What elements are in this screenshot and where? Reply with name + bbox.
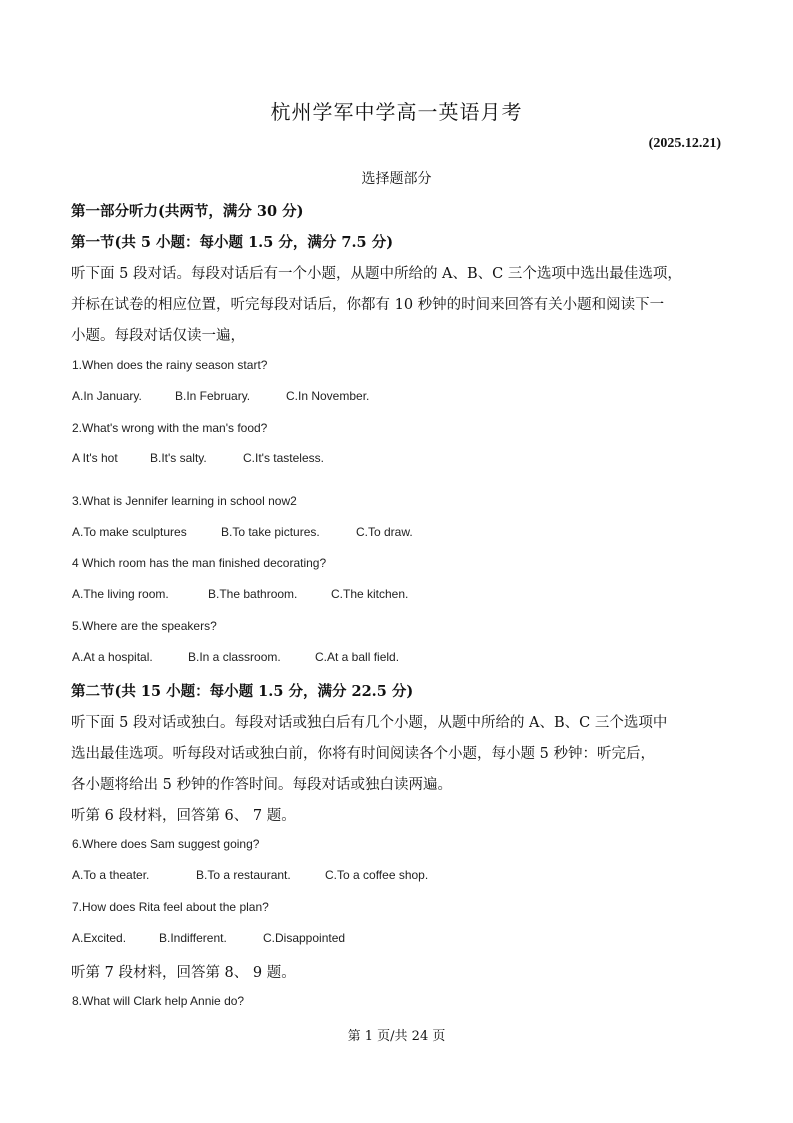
option-c: C.To a coffee shop. [325, 868, 429, 882]
question-text: 6.Where does Sam suggest going? [72, 837, 260, 851]
option-b: B.It's salty. [150, 451, 207, 465]
question-text: 4 Which room has the man finished decorating? [72, 556, 327, 570]
option-a: A.To a theater. [72, 868, 150, 882]
option-c: C.Disappointed [263, 931, 346, 945]
question-text: 7.How does Rita feel about the plan? [72, 900, 269, 914]
option-c: C.In November. [286, 389, 370, 403]
sec2-instruction-line: 选出最佳选项。听每段对话或独白前，你将有时间阅读各个小题，每小题 5 秒钟：听完后， [71, 746, 655, 762]
answer-options [72, 650, 399, 664]
option-a: A.At a hospital. [72, 650, 153, 664]
material-heading: 听第 6 段材料，回答第 6、 7 题。 [71, 808, 296, 824]
option-a: A.In January. [72, 389, 142, 403]
sec2-heading: 第二节(共 15 小题：每小题 1.5 分，满分 22.5 分) [71, 683, 414, 700]
page-title: 杭州学军中学高一英语月考 [270, 100, 523, 124]
sec1-instruction-line: 小题。每段对话仅读一遍， [71, 328, 245, 344]
section-heading: 选择题部分 [361, 171, 432, 187]
question-text: 8.What will Clark help Annie do? [72, 994, 245, 1008]
page-footer: 第 1 页/共 24 页 [347, 1029, 446, 1044]
option-a: A.Excited. [72, 931, 127, 945]
option-b: B.In February. [175, 389, 251, 403]
sec2-instruction-line: 各小题将给出 5 秒钟的作答时间。每段对话或独白读两遍。 [71, 777, 452, 793]
sec2-instruction-line: 听下面 5 段对话或独白。每段对话或独白后有几个小题，从题中所给的 A、B、C 三个选项中 [71, 715, 668, 731]
sec1-heading: 第一节(共 5 小题：每小题 1.5 分，满分 7.5 分) [71, 234, 394, 251]
question-text: 2.What's wrong with the man's food? [72, 421, 268, 435]
option-c: C.It's tasteless. [243, 451, 324, 465]
exam-date: (2025.12.21) [648, 136, 721, 151]
answer-options [72, 525, 413, 539]
option-b: B.The bathroom. [208, 587, 298, 601]
answer-options [72, 389, 369, 403]
option-b: B.In a classroom. [188, 650, 281, 664]
option-a: A.The living room. [72, 587, 169, 601]
option-c: C.The kitchen. [331, 587, 409, 601]
option-c: C.At a ball field. [315, 650, 400, 664]
answer-options [72, 868, 428, 882]
answer-options [72, 931, 345, 945]
material-heading: 听第 7 段材料，回答第 8、 9 题。 [71, 965, 296, 981]
question-text: 3.What is Jennifer learning in school now2 [72, 494, 297, 508]
sec1-instruction-line: 听下面 5 段对话。每段对话后有一个小题，从题中所给的 A、B、C 三个选项中选出最佳选项， [71, 266, 682, 282]
part1-heading: 第一部分听力(共两节，满分 30 分) [71, 203, 304, 220]
option-a: A.To make sculptures [72, 525, 187, 539]
option-b: B.Indifferent. [159, 931, 227, 945]
answer-options [72, 587, 408, 601]
option-c: C.To draw. [356, 525, 413, 539]
sec1-instruction-line: 并标在试卷的相应位置，听完每段对话后，你都有 10 秒钟的时间来回答有关小题和阅读下一 [71, 297, 665, 313]
question-text: 1.When does the rainy season start? [72, 358, 268, 372]
question-text: 5.Where are the speakers? [72, 619, 217, 633]
option-b: B.To take pictures. [221, 525, 320, 539]
option-b: B.To a restaurant. [196, 868, 291, 882]
answer-options [72, 451, 324, 465]
option-a: A It's hot [72, 451, 118, 465]
